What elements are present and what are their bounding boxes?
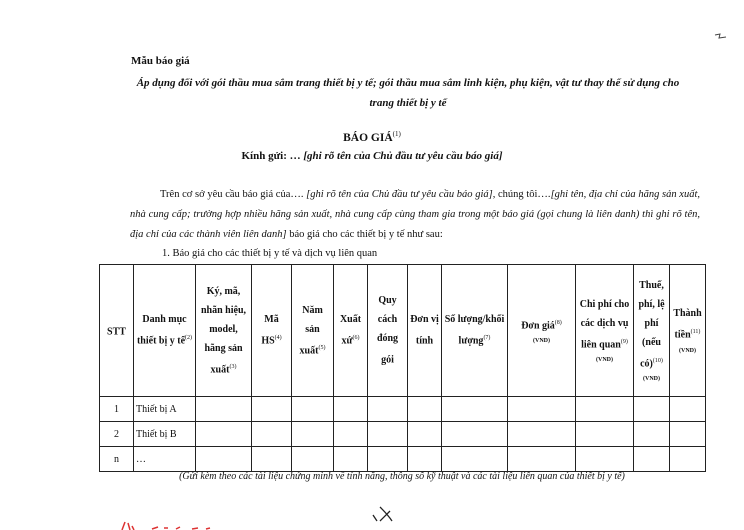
col-header-unit-price: Đơn giá$^{(8)}$ (VND) [508,265,576,397]
col-header-stt: STT [100,265,134,397]
applicability-note: Áp dụng đối với gói thầu mua sắm trang thiết bị y tế; gói thầu mua sắm linh kiện, phụ kiện, vật tư thay thế sử dụng cho trang thiết bị y tế [136,77,680,109]
form-title: Mẫu báo giá [131,55,190,67]
col-header-origin: Xuất xứ$^{(6)}$ [334,265,368,397]
intro-text-3: báo giá cho các thiết bị y tế như sau: [286,229,443,240]
addressee-placeholder: [ghi rõ tên của Chủ đầu tư yêu cầu báo giá] [303,150,503,162]
intro-paragraph [130,185,700,245]
document-title-note: (1) [392,130,401,138]
table-row [100,397,706,422]
col-header-total: Thành tiền$^{(11)}$ (VND) [670,265,706,397]
col-header-packing: Quy cách đóng gói [368,265,408,397]
row-stt: n [100,447,134,472]
col-header-unit: Đơn vị tính [408,265,442,397]
row-stt: 1 [100,397,134,422]
addressee-label: Kính gửi: … [241,150,301,162]
row-item: … [134,447,196,472]
col-header-model: Ký, mã, nhãn hiệu, model, hãng sản xuất$^{(3)}$ [196,265,252,397]
col-header-device-list: Danh mục thiết bị y tế$^{(2)}$ [134,265,196,397]
col-header-year: Năm sản xuất$^{(5)}$ [292,265,334,397]
table-row [100,422,706,447]
row-item: Thiết bị A [134,397,196,422]
intro-text-2: , chúng tôi…. [492,189,551,200]
quote-table [99,264,706,472]
row-item: Thiết bị B [134,422,196,447]
table-header-row [100,265,706,397]
attachment-note: (Gửi kèm theo các tài liệu chứng minh về tính năng, thông số kỹ thuật và các tài liệu liên quan của thiết bị y tế) [179,471,625,482]
addressee-line [0,150,744,162]
row-stt: 2 [100,422,134,447]
col-header-tax: Thuế, phí, lệ phí (nếu có)$^{(10)}$ (VND) [634,265,670,397]
table-row [100,447,706,472]
signature-mark [368,503,398,527]
scan-mark [714,32,728,42]
intro-placeholder-supplier: [ghi tên, địa chỉ của hãng sản xuất, nhà cung cấp; trường hợp nhiều hãng sản xuất, nhà cung cấp cùng tham gia trong một báo giá (gọi chung là liên danh) thì ghi rõ tên, địa chỉ của các thành viên liên danh] [130,189,700,240]
red-stamp-edge [118,516,218,530]
document-title [0,130,744,144]
intro-placeholder-investor: [ghi rõ tên của Chủ đầu tư yêu cầu báo giá] [306,189,493,200]
intro-text-1: Trên cơ sở yêu cầu báo giá của…. [160,189,307,200]
col-header-quantity: Số lượng/khối lượng$^{(7)}$ [442,265,508,397]
document-title-text: BÁO GIÁ [343,131,393,144]
col-header-service-cost: Chi phí cho các dịch vụ liên quan$^{(9)}$ (VND) [576,265,634,397]
col-header-hs-code: Mã HS$^{(4)}$ [252,265,292,397]
section-heading: 1. Báo giá cho các thiết bị y tế và dịch vụ liên quan [162,248,378,259]
